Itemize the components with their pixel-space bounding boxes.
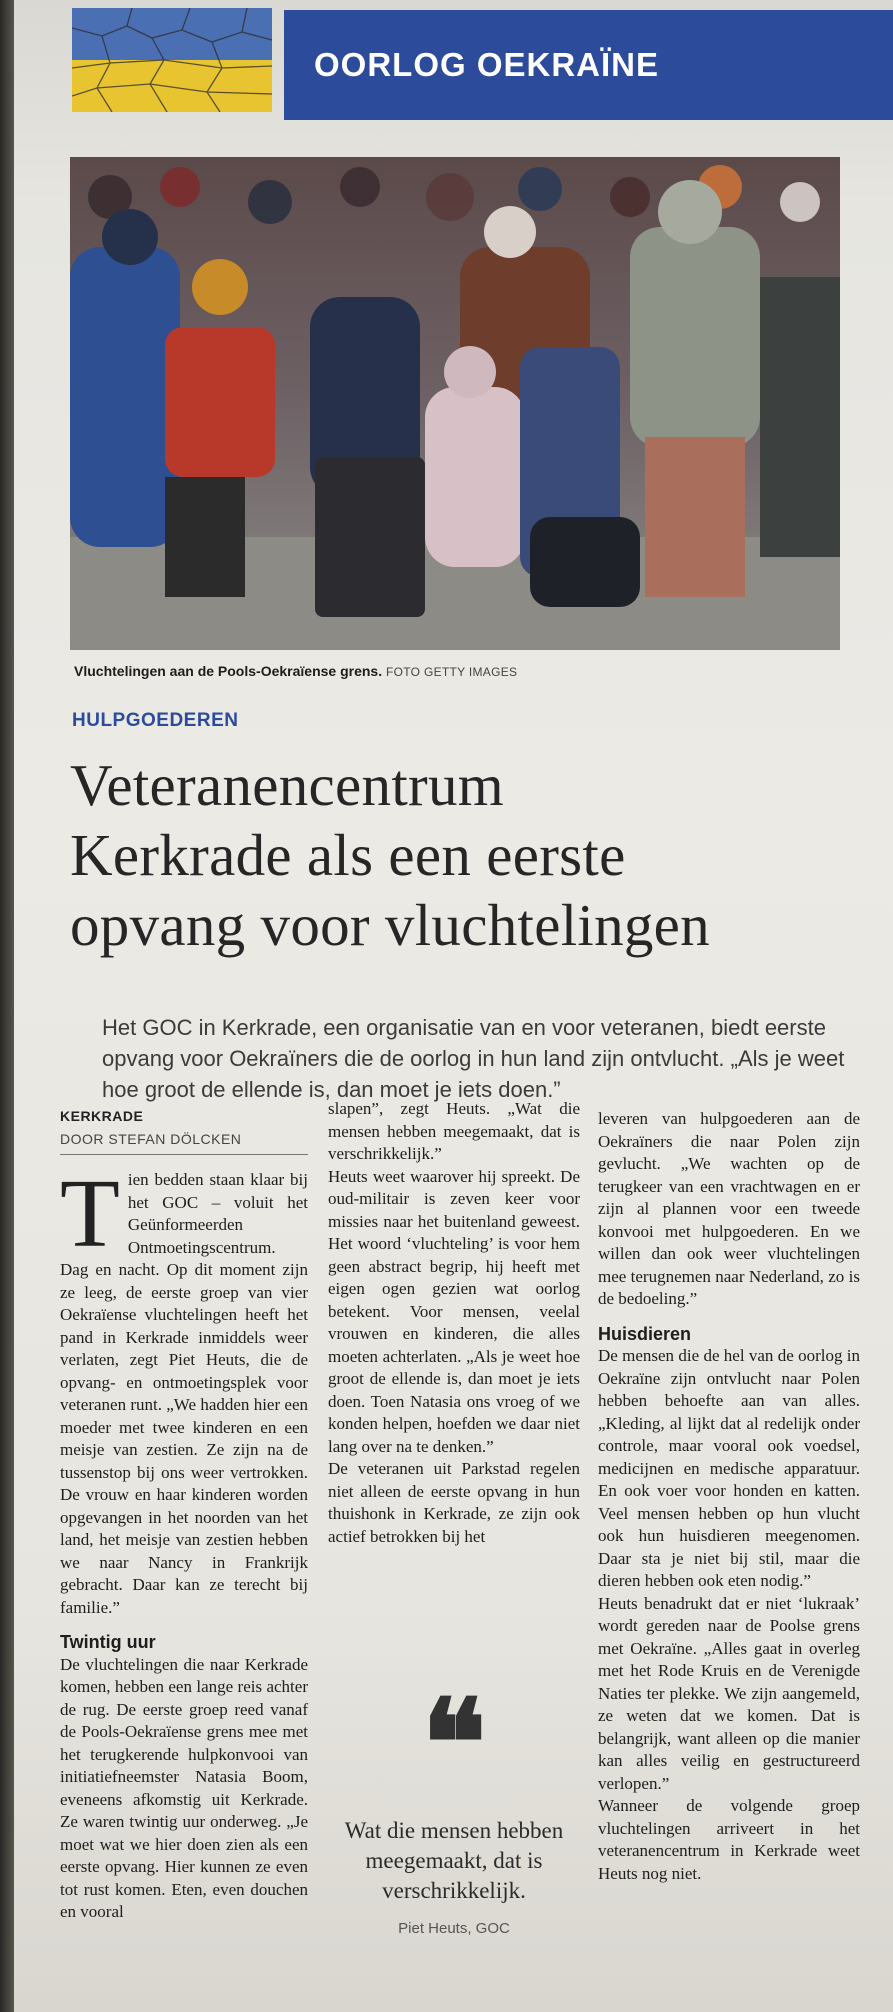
section-title: OORLOG OEKRAÏNE — [314, 46, 660, 83]
body-paragraph: De mensen die de hel van de oorlog in Oekraïne zijn ontvlucht naar Polen hebben behoefte aan van alles. „Kleding, al lijkt dat al redelijk onder controle, maar vooral ook voedsel, medicijnen en medische apparatuur. En ook voer voor honden en katten. Veel mensen hebben op hun vlucht ook hun huisdieren meegenomen. Daar sta je niet bij stil, maar die dieren hebben ook eten nodig.” — [598, 1346, 860, 1590]
body-paragraph — [60, 1160, 308, 1619]
pull-quote-author: Piet Heuts, GOC — [398, 1920, 510, 1937]
body-paragraph: slapen”, zegt Heuts. „Wat die mensen hebben meegemaakt, dat is verschrikkelijk.” — [328, 1099, 580, 1163]
byline-place: KERKRADE — [60, 1108, 144, 1124]
ukraine-flag-graphic — [72, 8, 272, 112]
body-paragraph: Wanneer de volgende groep vluchtelingen arriveert in het veteranencentrum in Kerkrade weet Heuts nog niet. — [598, 1796, 860, 1883]
headline-line: opvang voor vluchtelingen — [70, 892, 710, 958]
byline-author: DOOR STEFAN DÖLCKEN — [60, 1128, 308, 1156]
subhead-twintig-uur: Twintig uur — [60, 1632, 156, 1652]
caption-text: Vluchtelingen aan de Pools-Oekraïense grens. — [74, 663, 383, 679]
article-headline — [70, 750, 860, 960]
body-paragraph: De vluchtelingen die naar Kerkrade komen, hebben een lange reis achter de rug. De eerste groep reed vanaf de Pools-Oekraïense grens mee met het terugkerende hulpkonvooi van initiatiefneemster Natasia Boom, eveneens afkomstig uit Kerkrade. Ze waren twintig uur onderweg. „Je moet wat we hier doen zien als een eerste opvang. Hier kunnen ze even tot rust komen. Eten, even douchen en vooral — [60, 1654, 308, 1921]
photo-caption — [74, 663, 517, 679]
quote-mark-icon: ❝ — [421, 1678, 487, 1811]
body-paragraph: leveren van hulpgoederen aan de Oekraïners die naar Polen zijn gevlucht. „We wachten op de terugkeer van een vrachtwagen en er zijn al plannen voor een tweede konvooi met hulpgoederen. En we willen dan ook weer vluchtelingen mee terugnemen naar Nederland, zo is de bedoeling.” — [598, 1109, 860, 1308]
headline-line: Veteranencentrum — [70, 752, 504, 818]
body-paragraph: Heuts benadrukt dat er niet ‘lukraak’ wordt gereden naar de Poolse grens met Oekraïne. „Alles gaat in overleg met het Rode Kruis en de Verenigde Naties ter plekke. We zijn aangemeld, ze weten dat we komen. Dat is belangrijk, want alleen op die manier kan alles veilig en gestructureerd verlopen.” — [598, 1593, 860, 1793]
paragraph-text: ien bedden staan klaar bij het GOC – voluit het Geünformeerden Ontmoetingscentrum. Dag en nacht. Op dit moment zijn ze leeg, de eerste groep van vier Oekraïense vluchtelingen heeft het pand in Kerkrade inmiddels weer verlaten, zegt Piet Heuts, die de opvang- en ontmoetingsplek voor veteranen runt. „We hadden hier een moeder met twee kinderen en een meisje van zestien. Ze zijn na de tussenstop bij ons weer vertrokken. De vrouw en haar kinderen worden opgevangen in het noorden van het land, het meisje van zestien hebben we naar Nancy in Frankrijk gebracht. Daar kan ze terecht bij familie.” — [60, 1170, 308, 1617]
headline-line: Kerkrade als een eerste — [70, 822, 626, 888]
article-column-3 — [598, 1108, 860, 1885]
article-column-1 — [60, 1105, 308, 1924]
section-ribbon — [284, 10, 893, 120]
refugees-photo — [70, 157, 840, 650]
article-column-2 — [328, 1098, 580, 1548]
article-intro: Het GOC in Kerkrade, een organisatie van en voor veteranen, biedt eerste opvang voor Oekraïners die de oorlog in hun land zijn ontvlucht. „Als je weet hoe groot de ellende is, dan moet je iets doen.” — [102, 1015, 845, 1102]
subhead-huisdieren: Huisdieren — [598, 1323, 692, 1344]
drop-cap: T — [60, 1160, 120, 1268]
photo-credit: FOTO GETTY IMAGES — [386, 665, 518, 679]
pull-quote — [328, 1678, 580, 1937]
body-paragraph: Heuts weet waarover hij spreekt. De oud-militair is zeven keer voor missies naar het buitenland geweest. Het woord ‘vluchteling’ is voor hem geen abstract begrip, hij heeft met eigen ogen gezien wat oorlog betekent. Voor mensen, veelal vrouwen en kinderen, die alles moeten achterlaten. „Als je weet hoe groot de ellende is, dan moet je iets doen. Toen Natasia ons vroeg of we konden helpen, hoefden we daar niet lang over na te denken.” — [328, 1166, 580, 1456]
pull-quote-text: Wat die mensen hebben meegemaakt, dat is verschrikkelijk. — [344, 1818, 564, 1903]
body-paragraph: De veteranen uit Parkstad regelen niet alleen de eerste opvang in hun thuishonk in Kerkrade, ze zijn ook actief betrokken bij het — [328, 1459, 580, 1546]
article-kicker: HULPGOEDEREN — [72, 710, 239, 731]
